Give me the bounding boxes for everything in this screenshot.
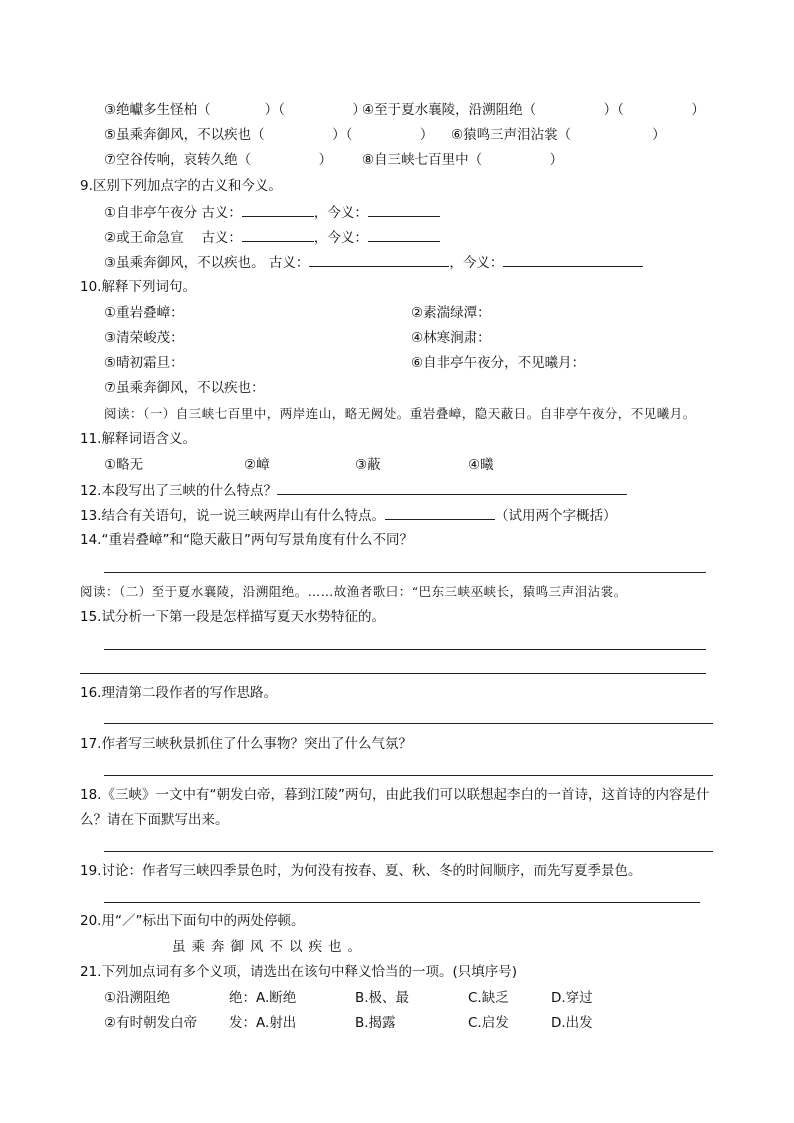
jinyi-label: ，今义： xyxy=(313,205,368,221)
q9-item3 xyxy=(104,253,643,272)
jinyi-label: ，今义： xyxy=(313,230,368,246)
q21-row2-option-a[interactable]: 发：A.射出 xyxy=(229,1015,297,1031)
q13-text: 13.结合有关语句，说一说三峡两岸山有什么特点。 xyxy=(80,508,385,524)
answer-blank[interactable] xyxy=(368,203,440,217)
jinyi-label: ，今义： xyxy=(449,255,504,271)
q14: 14.“重岩叠嶂”和“隐天蔽日”两句写景角度有什么不同？ xyxy=(80,532,413,548)
q21-row1-option-b[interactable]: B.极、最 xyxy=(355,990,410,1006)
answer-line[interactable] xyxy=(104,723,713,724)
q17: 17.作者写三峡秋景抓住了什么事物？突出了什么气氛？ xyxy=(80,736,412,752)
q19: 19.讨论：作者写三峡四季景色时，为何没有按春、夏、秋、冬的时间顺序，而先写夏季景色。 xyxy=(80,863,642,879)
q9-item1-text: ①自非亭午夜分 古义： xyxy=(104,205,242,221)
q12-text: 12.本段写出了三峡的什么特点？ xyxy=(80,483,277,499)
q8-row3b: ⑧自三峡七百里中（ ） xyxy=(362,152,564,168)
q21-row1-option-c[interactable]: C.缺乏 xyxy=(468,990,509,1006)
answer-line[interactable] xyxy=(104,902,700,903)
q10-item: ⑥自非亭午夜分，不见曦月： xyxy=(411,355,586,371)
q10-item: ⑦虽乘奔御风，不以疾也： xyxy=(104,380,265,396)
q8-row1b: ④至于夏水襄陵，沿溯阻绝（ ）（ ） xyxy=(362,102,705,118)
q8-row2b: ⑥猿鸣三声泪沾裳（ ） xyxy=(451,127,666,143)
answer-blank[interactable] xyxy=(385,506,495,520)
q12 xyxy=(80,481,627,500)
answer-blank[interactable] xyxy=(242,203,314,217)
answer-blank[interactable] xyxy=(503,253,643,267)
q21-row2-option-b[interactable]: B.揭露 xyxy=(355,1015,396,1031)
answer-blank[interactable] xyxy=(309,253,449,267)
q20-sentence[interactable]: 虽乘奔御风不以疾也。 xyxy=(172,939,367,955)
answer-blank[interactable] xyxy=(277,481,627,495)
q9-item2-text: ②或王命急宣 古义： xyxy=(104,230,242,246)
answer-line[interactable] xyxy=(80,673,706,674)
q11-item: ②嶂 xyxy=(244,457,270,473)
q10-title: 10.解释下列词句。 xyxy=(80,279,196,295)
answer-blank[interactable] xyxy=(368,228,440,242)
q8-row1a: ③绝巘多生怪柏（ ）（ ） xyxy=(104,102,366,118)
q9-item2 xyxy=(104,228,440,247)
q18-line1: 18.《三峡》一文中有“朝发白帝，暮到江陵”两句，由此我们可以联想起李白的一首诗，这首诗的内容是什 xyxy=(80,787,710,803)
reading-passage-1: 阅读：（一）自三峡七百里中，两岸连山，略无阙处。重岩叠嶂，隐天蔽日。自非亭午夜分，不见曦月。 xyxy=(104,406,696,421)
q21-row2-sentence: ②有时朝发白帝 xyxy=(104,1015,198,1031)
answer-line[interactable] xyxy=(104,775,713,776)
q16: 16.理清第二段作者的写作思路。 xyxy=(80,685,277,701)
q15: 15.试分析一下第一段是怎样描写夏天水势特征的。 xyxy=(80,609,385,625)
q10-item: ③清荣峻茂： xyxy=(104,330,184,346)
q9-item1 xyxy=(104,203,440,222)
answer-blank[interactable] xyxy=(242,228,314,242)
q10-item: ④林寒涧肃： xyxy=(411,330,491,346)
answer-line[interactable] xyxy=(104,572,706,573)
q11-item: ③蔽 xyxy=(355,457,381,473)
reading-passage-2: 阅读：（二）至于夏水襄陵，沿溯阻绝。……故渔者歌曰：“巴东三峡巫峡长，猿鸣三声泪沾裳。 xyxy=(80,584,627,599)
q11-title: 11.解释词语含义。 xyxy=(80,431,196,447)
q9-title: 9.区别下列加点字的古义和今义。 xyxy=(80,178,282,194)
q21-row2-option-c[interactable]: C.启发 xyxy=(468,1015,509,1031)
q11-item: ④曦 xyxy=(468,457,494,473)
q13 xyxy=(80,506,616,525)
q21-row1-sentence: ①沿溯阻绝 xyxy=(104,990,171,1006)
q8-row2a: ⑤虽乘奔御风，不以疾也（ ）（ ） xyxy=(104,127,434,143)
q18-line2: 么？请在下面默写出来。 xyxy=(80,812,229,828)
q8-row3a: ⑦空谷传响，哀转久绝（ ） xyxy=(104,152,333,168)
q21-row1-option-a[interactable]: 绝：A.断绝 xyxy=(229,990,297,1006)
q11-item: ①略无 xyxy=(104,457,144,473)
q10-item: ①重岩叠嶂： xyxy=(104,305,184,321)
q20-title: 20.用“／”标出下面句中的两处停顿。 xyxy=(80,913,305,929)
answer-line[interactable] xyxy=(104,851,713,852)
q21-title: 21.下列加点词有多个义项，请选出在该句中释义恰当的一项。(只填序号) xyxy=(80,964,518,980)
q21-row1-option-d[interactable]: D.穿过 xyxy=(551,990,593,1006)
q10-item: ②素湍绿潭： xyxy=(411,305,491,321)
q21-row2-option-d[interactable]: D.出发 xyxy=(551,1015,593,1031)
q10-item: ⑤晴初霜旦： xyxy=(104,355,184,371)
q13-tail: （试用两个字概括） xyxy=(494,508,617,524)
answer-line[interactable] xyxy=(104,649,706,650)
q9-item3-text: ③虽乘奔御风，不以疾也。 古义： xyxy=(104,255,310,271)
